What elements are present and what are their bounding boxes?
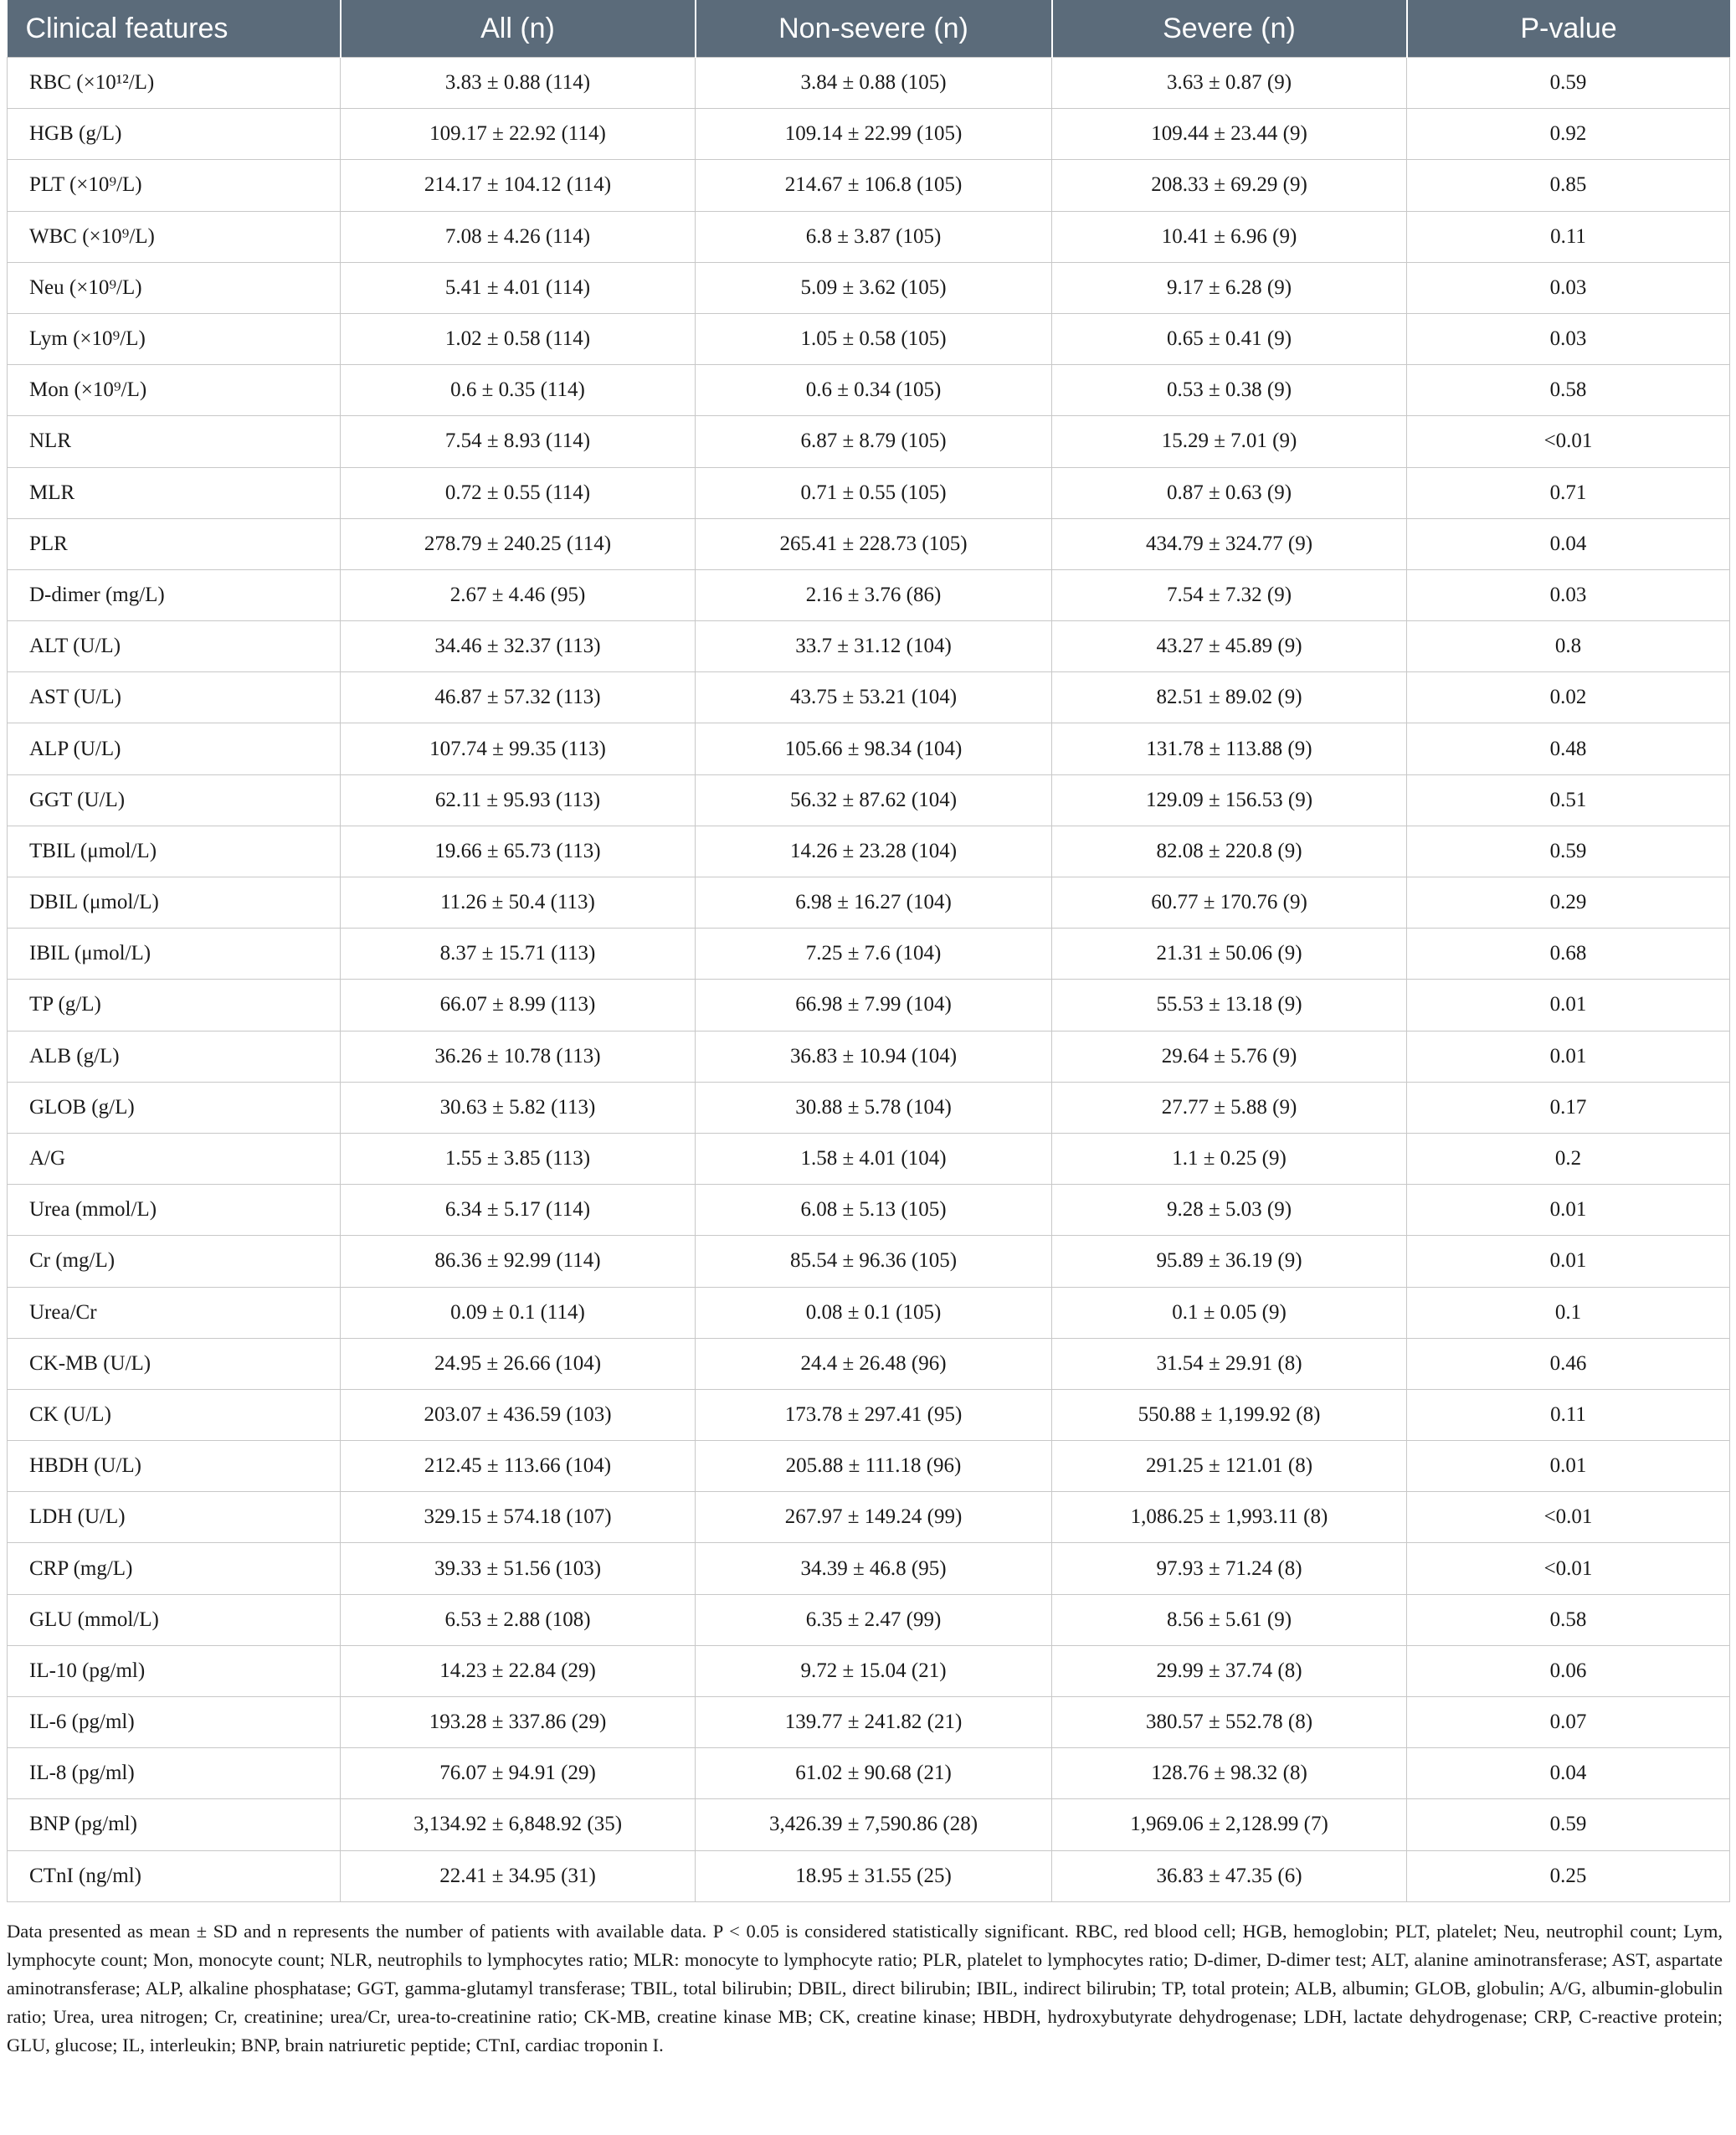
cell-all: 36.26 ± 10.78 (113)	[341, 1031, 696, 1082]
cell-non-severe: 3.84 ± 0.88 (105)	[696, 58, 1052, 109]
cell-feature: Mon (×10⁹/L)	[8, 365, 341, 416]
cell-non-severe: 3,426.39 ± 7,590.86 (28)	[696, 1799, 1052, 1850]
table-row	[8, 1133, 1730, 1184]
table-row	[8, 1338, 1730, 1389]
cell-non-severe: 214.67 ± 106.8 (105)	[696, 160, 1052, 211]
cell-p-value: 0.59	[1407, 58, 1730, 109]
cell-feature: CRP (mg/L)	[8, 1543, 341, 1594]
table-row	[8, 774, 1730, 826]
cell-severe: 550.88 ± 1,199.92 (8)	[1052, 1389, 1407, 1440]
cell-feature: BNP (pg/ml)	[8, 1799, 341, 1850]
cell-feature: IL-8 (pg/ml)	[8, 1748, 341, 1799]
cell-p-value: 0.2	[1407, 1133, 1730, 1184]
table-row	[8, 211, 1730, 262]
cell-p-value: 0.03	[1407, 313, 1730, 364]
cell-all: 46.87 ± 57.32 (113)	[341, 672, 696, 723]
table-page	[7, 0, 1736, 2060]
cell-non-severe: 30.88 ± 5.78 (104)	[696, 1082, 1052, 1133]
cell-all: 0.72 ± 0.55 (114)	[341, 467, 696, 518]
cell-feature: IL-10 (pg/ml)	[8, 1645, 341, 1696]
cell-feature: AST (U/L)	[8, 672, 341, 723]
cell-feature: ALT (U/L)	[8, 621, 341, 672]
cell-p-value: 0.92	[1407, 109, 1730, 160]
table-row	[8, 1799, 1730, 1850]
table-row	[8, 1082, 1730, 1133]
table-row	[8, 1441, 1730, 1492]
header-severe: Severe (n)	[1052, 0, 1407, 58]
cell-feature: CTnI (ng/ml)	[8, 1850, 341, 1901]
cell-p-value: 0.58	[1407, 1594, 1730, 1645]
cell-severe: 380.57 ± 552.78 (8)	[1052, 1697, 1407, 1748]
cell-p-value: 0.01	[1407, 1031, 1730, 1082]
cell-feature: LDH (U/L)	[8, 1492, 341, 1543]
cell-non-severe: 139.77 ± 241.82 (21)	[696, 1697, 1052, 1748]
cell-feature: A/G	[8, 1133, 341, 1184]
cell-all: 19.66 ± 65.73 (113)	[341, 826, 696, 877]
table-header	[8, 0, 1730, 58]
cell-non-severe: 6.87 ± 8.79 (105)	[696, 416, 1052, 467]
table-row	[8, 58, 1730, 109]
table-row	[8, 518, 1730, 569]
header-row	[8, 0, 1730, 58]
table-row	[8, 1697, 1730, 1748]
cell-severe: 55.53 ± 13.18 (9)	[1052, 980, 1407, 1031]
header-all: All (n)	[341, 0, 696, 58]
cell-feature: GGT (U/L)	[8, 774, 341, 826]
cell-p-value: 0.01	[1407, 980, 1730, 1031]
header-clinical-features: Clinical features	[8, 0, 341, 58]
cell-p-value: 0.1	[1407, 1287, 1730, 1338]
cell-all: 278.79 ± 240.25 (114)	[341, 518, 696, 569]
cell-all: 329.15 ± 574.18 (107)	[341, 1492, 696, 1543]
cell-all: 14.23 ± 22.84 (29)	[341, 1645, 696, 1696]
table-row	[8, 980, 1730, 1031]
cell-non-severe: 43.75 ± 53.21 (104)	[696, 672, 1052, 723]
cell-feature: ALP (U/L)	[8, 723, 341, 774]
cell-severe: 1,969.06 ± 2,128.99 (7)	[1052, 1799, 1407, 1850]
table-row	[8, 1594, 1730, 1645]
cell-all: 66.07 ± 8.99 (113)	[341, 980, 696, 1031]
table-row	[8, 1236, 1730, 1287]
cell-p-value: 0.68	[1407, 929, 1730, 980]
cell-severe: 9.17 ± 6.28 (9)	[1052, 262, 1407, 313]
cell-p-value: 0.03	[1407, 262, 1730, 313]
cell-p-value: 0.8	[1407, 621, 1730, 672]
cell-severe: 82.08 ± 220.8 (9)	[1052, 826, 1407, 877]
cell-non-severe: 6.98 ± 16.27 (104)	[696, 877, 1052, 929]
cell-non-severe: 33.7 ± 31.12 (104)	[696, 621, 1052, 672]
cell-severe: 109.44 ± 23.44 (9)	[1052, 109, 1407, 160]
cell-p-value: <0.01	[1407, 1492, 1730, 1543]
cell-severe: 0.53 ± 0.38 (9)	[1052, 365, 1407, 416]
cell-p-value: 0.07	[1407, 1697, 1730, 1748]
cell-feature: TBIL (μmol/L)	[8, 826, 341, 877]
table-row	[8, 1850, 1730, 1901]
table-row	[8, 672, 1730, 723]
cell-non-severe: 105.66 ± 98.34 (104)	[696, 723, 1052, 774]
table-row	[8, 929, 1730, 980]
cell-severe: 128.76 ± 98.32 (8)	[1052, 1748, 1407, 1799]
header-p-value: P-value	[1407, 0, 1730, 58]
cell-severe: 7.54 ± 7.32 (9)	[1052, 569, 1407, 620]
cell-all: 76.07 ± 94.91 (29)	[341, 1748, 696, 1799]
cell-all: 3,134.92 ± 6,848.92 (35)	[341, 1799, 696, 1850]
table-row	[8, 1185, 1730, 1236]
clinical-features-table	[7, 0, 1730, 1902]
cell-p-value: 0.03	[1407, 569, 1730, 620]
cell-severe: 0.65 ± 0.41 (9)	[1052, 313, 1407, 364]
cell-non-severe: 205.88 ± 111.18 (96)	[696, 1441, 1052, 1492]
cell-all: 7.54 ± 8.93 (114)	[341, 416, 696, 467]
cell-non-severe: 2.16 ± 3.76 (86)	[696, 569, 1052, 620]
cell-non-severe: 66.98 ± 7.99 (104)	[696, 980, 1052, 1031]
table-row	[8, 1543, 1730, 1594]
cell-severe: 129.09 ± 156.53 (9)	[1052, 774, 1407, 826]
cell-all: 214.17 ± 104.12 (114)	[341, 160, 696, 211]
cell-severe: 291.25 ± 121.01 (8)	[1052, 1441, 1407, 1492]
cell-non-severe: 1.05 ± 0.58 (105)	[696, 313, 1052, 364]
table-row	[8, 160, 1730, 211]
cell-feature: Lym (×10⁹/L)	[8, 313, 341, 364]
cell-feature: IBIL (μmol/L)	[8, 929, 341, 980]
cell-severe: 36.83 ± 47.35 (6)	[1052, 1850, 1407, 1901]
cell-severe: 208.33 ± 69.29 (9)	[1052, 160, 1407, 211]
cell-severe: 27.77 ± 5.88 (9)	[1052, 1082, 1407, 1133]
cell-p-value: 0.11	[1407, 211, 1730, 262]
cell-severe: 10.41 ± 6.96 (9)	[1052, 211, 1407, 262]
table-row	[8, 262, 1730, 313]
cell-non-severe: 14.26 ± 23.28 (104)	[696, 826, 1052, 877]
cell-feature: MLR	[8, 467, 341, 518]
cell-all: 34.46 ± 32.37 (113)	[341, 621, 696, 672]
table-row	[8, 1287, 1730, 1338]
cell-all: 1.55 ± 3.85 (113)	[341, 1133, 696, 1184]
table-row	[8, 723, 1730, 774]
cell-severe: 9.28 ± 5.03 (9)	[1052, 1185, 1407, 1236]
cell-all: 86.36 ± 92.99 (114)	[341, 1236, 696, 1287]
cell-feature: GLOB (g/L)	[8, 1082, 341, 1133]
cell-all: 39.33 ± 51.56 (103)	[341, 1543, 696, 1594]
table-row	[8, 467, 1730, 518]
table-row	[8, 621, 1730, 672]
cell-p-value: 0.25	[1407, 1850, 1730, 1901]
cell-all: 212.45 ± 113.66 (104)	[341, 1441, 696, 1492]
cell-all: 203.07 ± 436.59 (103)	[341, 1389, 696, 1440]
cell-non-severe: 85.54 ± 96.36 (105)	[696, 1236, 1052, 1287]
cell-all: 22.41 ± 34.95 (31)	[341, 1850, 696, 1901]
cell-all: 11.26 ± 50.4 (113)	[341, 877, 696, 929]
cell-p-value: 0.02	[1407, 672, 1730, 723]
cell-severe: 21.31 ± 50.06 (9)	[1052, 929, 1407, 980]
cell-severe: 434.79 ± 324.77 (9)	[1052, 518, 1407, 569]
cell-severe: 29.64 ± 5.76 (9)	[1052, 1031, 1407, 1082]
cell-all: 107.74 ± 99.35 (113)	[341, 723, 696, 774]
cell-non-severe: 61.02 ± 90.68 (21)	[696, 1748, 1052, 1799]
table-row	[8, 313, 1730, 364]
cell-non-severe: 6.35 ± 2.47 (99)	[696, 1594, 1052, 1645]
cell-all: 0.09 ± 0.1 (114)	[341, 1287, 696, 1338]
cell-feature: ALB (g/L)	[8, 1031, 341, 1082]
table-row	[8, 1492, 1730, 1543]
cell-p-value: <0.01	[1407, 416, 1730, 467]
cell-all: 5.41 ± 4.01 (114)	[341, 262, 696, 313]
cell-severe: 15.29 ± 7.01 (9)	[1052, 416, 1407, 467]
cell-non-severe: 0.6 ± 0.34 (105)	[696, 365, 1052, 416]
cell-severe: 131.78 ± 113.88 (9)	[1052, 723, 1407, 774]
cell-severe: 97.93 ± 71.24 (8)	[1052, 1543, 1407, 1594]
cell-non-severe: 265.41 ± 228.73 (105)	[696, 518, 1052, 569]
cell-all: 109.17 ± 22.92 (114)	[341, 109, 696, 160]
cell-all: 1.02 ± 0.58 (114)	[341, 313, 696, 364]
cell-p-value: 0.29	[1407, 877, 1730, 929]
cell-all: 3.83 ± 0.88 (114)	[341, 58, 696, 109]
cell-feature: GLU (mmol/L)	[8, 1594, 341, 1645]
cell-p-value: 0.58	[1407, 365, 1730, 416]
cell-p-value: 0.17	[1407, 1082, 1730, 1133]
cell-p-value: <0.01	[1407, 1543, 1730, 1594]
cell-p-value: 0.46	[1407, 1338, 1730, 1389]
table-row	[8, 826, 1730, 877]
cell-severe: 1.1 ± 0.25 (9)	[1052, 1133, 1407, 1184]
cell-all: 193.28 ± 337.86 (29)	[341, 1697, 696, 1748]
cell-feature: Urea (mmol/L)	[8, 1185, 341, 1236]
cell-severe: 3.63 ± 0.87 (9)	[1052, 58, 1407, 109]
cell-severe: 0.1 ± 0.05 (9)	[1052, 1287, 1407, 1338]
table-row	[8, 1031, 1730, 1082]
cell-feature: DBIL (μmol/L)	[8, 877, 341, 929]
cell-feature: PLT (×10⁹/L)	[8, 160, 341, 211]
cell-p-value: 0.59	[1407, 1799, 1730, 1850]
cell-all: 0.6 ± 0.35 (114)	[341, 365, 696, 416]
cell-p-value: 0.11	[1407, 1389, 1730, 1440]
table-row	[8, 1645, 1730, 1696]
cell-p-value: 0.01	[1407, 1441, 1730, 1492]
table-row	[8, 877, 1730, 929]
cell-severe: 1,086.25 ± 1,993.11 (8)	[1052, 1492, 1407, 1543]
table-row	[8, 416, 1730, 467]
cell-all: 62.11 ± 95.93 (113)	[341, 774, 696, 826]
cell-p-value: 0.51	[1407, 774, 1730, 826]
cell-non-severe: 109.14 ± 22.99 (105)	[696, 109, 1052, 160]
cell-non-severe: 34.39 ± 46.8 (95)	[696, 1543, 1052, 1594]
table-row	[8, 109, 1730, 160]
cell-non-severe: 0.71 ± 0.55 (105)	[696, 467, 1052, 518]
cell-all: 30.63 ± 5.82 (113)	[341, 1082, 696, 1133]
cell-non-severe: 24.4 ± 26.48 (96)	[696, 1338, 1052, 1389]
table-body	[8, 58, 1730, 1902]
cell-p-value: 0.06	[1407, 1645, 1730, 1696]
cell-non-severe: 5.09 ± 3.62 (105)	[696, 262, 1052, 313]
cell-p-value: 0.04	[1407, 518, 1730, 569]
table-row	[8, 569, 1730, 620]
cell-p-value: 0.48	[1407, 723, 1730, 774]
cell-p-value: 0.85	[1407, 160, 1730, 211]
cell-severe: 82.51 ± 89.02 (9)	[1052, 672, 1407, 723]
cell-non-severe: 6.8 ± 3.87 (105)	[696, 211, 1052, 262]
cell-feature: IL-6 (pg/ml)	[8, 1697, 341, 1748]
cell-all: 2.67 ± 4.46 (95)	[341, 569, 696, 620]
cell-non-severe: 267.97 ± 149.24 (99)	[696, 1492, 1052, 1543]
cell-p-value: 0.01	[1407, 1236, 1730, 1287]
cell-severe: 0.87 ± 0.63 (9)	[1052, 467, 1407, 518]
cell-all: 24.95 ± 26.66 (104)	[341, 1338, 696, 1389]
cell-all: 7.08 ± 4.26 (114)	[341, 211, 696, 262]
cell-non-severe: 9.72 ± 15.04 (21)	[696, 1645, 1052, 1696]
cell-non-severe: 6.08 ± 5.13 (105)	[696, 1185, 1052, 1236]
cell-severe: 60.77 ± 170.76 (9)	[1052, 877, 1407, 929]
cell-feature: D-dimer (mg/L)	[8, 569, 341, 620]
cell-feature: TP (g/L)	[8, 980, 341, 1031]
table-footnote: Data presented as mean ± SD and n represents the number of patients with available data. P < 0.05 is considered statistically significant. RBC, red blood cell; HGB, hemoglobin; PLT, platelet; Neu, neutrophil count; Lym, lymphocyte count; Mon, monocyte count; NLR, neutrophils to lymphocytes ratio; MLR: monocyte to lymphocyte ratio; PLR, platelet to lymphocytes ratio; D-dimer, D-dimer test; ALT, alanine aminotransferase; AST, aspartate aminotransferase; ALP, alkaline phosphatase; GGT, gamma-glutamyl transferase; TBIL, total bilirubin; DBIL, direct bilirubin; IBIL, indirect bilirubin; TP, total protein; ALB, albumin; GLOB, globulin; A/G, albumin-globulin ratio; Urea, urea nitrogen; Cr, creatinine; urea/Cr, urea-to-creatinine ratio; CK-MB, creatine kinase MB; CK, creatine kinase; HBDH, hydroxybutyrate dehydrogenase; LDH, lactate dehydrogenase; CRP, C-reactive protein; GLU, glucose; IL, interleukin; BNP, brain natriuretic peptide; CTnI, cardiac troponin I.	[7, 1920, 1723, 2055]
cell-non-severe: 1.58 ± 4.01 (104)	[696, 1133, 1052, 1184]
cell-feature: CK (U/L)	[8, 1389, 341, 1440]
cell-feature: Urea/Cr	[8, 1287, 341, 1338]
cell-feature: HBDH (U/L)	[8, 1441, 341, 1492]
cell-feature: Cr (mg/L)	[8, 1236, 341, 1287]
table-row	[8, 365, 1730, 416]
header-non-severe: Non-severe (n)	[696, 0, 1052, 58]
table-row	[8, 1748, 1730, 1799]
cell-non-severe: 7.25 ± 7.6 (104)	[696, 929, 1052, 980]
cell-severe: 43.27 ± 45.89 (9)	[1052, 621, 1407, 672]
cell-feature: Neu (×10⁹/L)	[8, 262, 341, 313]
cell-severe: 95.89 ± 36.19 (9)	[1052, 1236, 1407, 1287]
cell-non-severe: 36.83 ± 10.94 (104)	[696, 1031, 1052, 1082]
cell-non-severe: 0.08 ± 0.1 (105)	[696, 1287, 1052, 1338]
cell-severe: 8.56 ± 5.61 (9)	[1052, 1594, 1407, 1645]
cell-p-value: 0.01	[1407, 1185, 1730, 1236]
cell-feature: CK-MB (U/L)	[8, 1338, 341, 1389]
table-row	[8, 1389, 1730, 1440]
cell-all: 6.34 ± 5.17 (114)	[341, 1185, 696, 1236]
cell-non-severe: 18.95 ± 31.55 (25)	[696, 1850, 1052, 1901]
cell-severe: 31.54 ± 29.91 (8)	[1052, 1338, 1407, 1389]
cell-severe: 29.99 ± 37.74 (8)	[1052, 1645, 1407, 1696]
cell-feature: HGB (g/L)	[8, 109, 341, 160]
cell-p-value: 0.04	[1407, 1748, 1730, 1799]
cell-feature: WBC (×10⁹/L)	[8, 211, 341, 262]
cell-all: 6.53 ± 2.88 (108)	[341, 1594, 696, 1645]
cell-all: 8.37 ± 15.71 (113)	[341, 929, 696, 980]
cell-feature: NLR	[8, 416, 341, 467]
cell-feature: RBC (×10¹²/L)	[8, 58, 341, 109]
cell-non-severe: 173.78 ± 297.41 (95)	[696, 1389, 1052, 1440]
cell-non-severe: 56.32 ± 87.62 (104)	[696, 774, 1052, 826]
cell-p-value: 0.59	[1407, 826, 1730, 877]
cell-feature: PLR	[8, 518, 341, 569]
cell-p-value: 0.71	[1407, 467, 1730, 518]
